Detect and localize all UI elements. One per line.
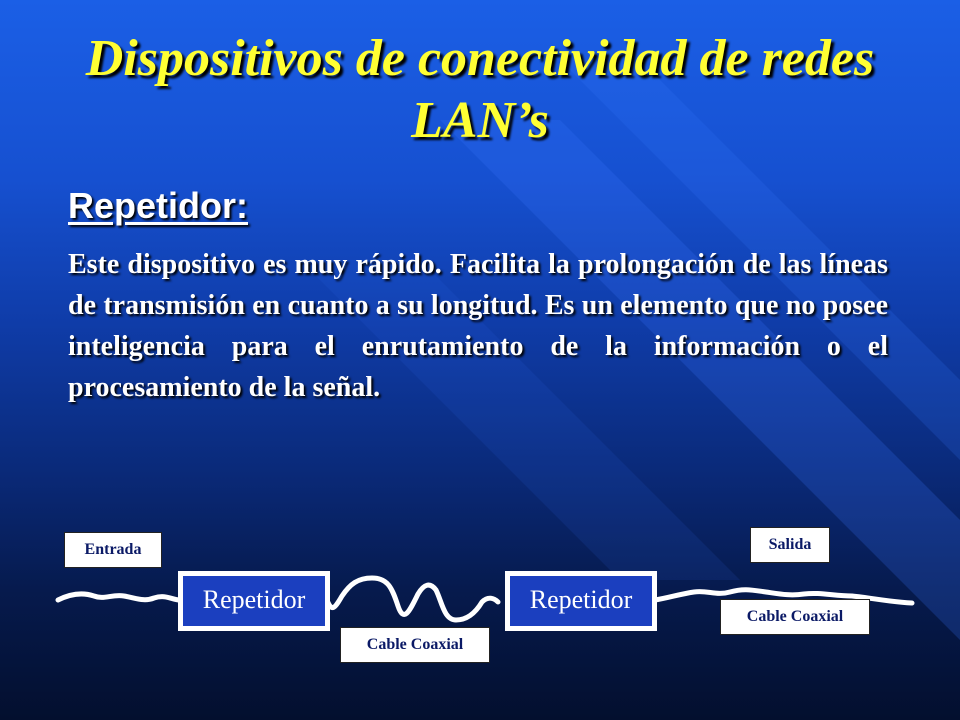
cable-coaxial-label-1: Cable Coaxial — [340, 627, 490, 663]
cable-left — [58, 594, 180, 600]
input-label: Entrada — [64, 532, 162, 568]
repeater-box-1: Repetidor — [178, 571, 330, 631]
cable-middle — [327, 578, 498, 620]
slide-title: Dispositivos de conectividad de redes LAN’s — [85, 30, 875, 149]
cable-coaxial-label-2: Cable Coaxial — [720, 599, 870, 635]
repeater-box-2: Repetidor — [505, 571, 657, 631]
section-heading: Repetidor: — [68, 185, 248, 226]
output-label: Salida — [750, 527, 830, 563]
body-paragraph: Este dispositivo es muy rápido. Facilita la prolongación de las líneas de transmisión en cuanto a su longitud. Es un elemento que no posee inteligencia para el enrutamiento de la información o el procesamiento de la señal. — [68, 249, 888, 403]
